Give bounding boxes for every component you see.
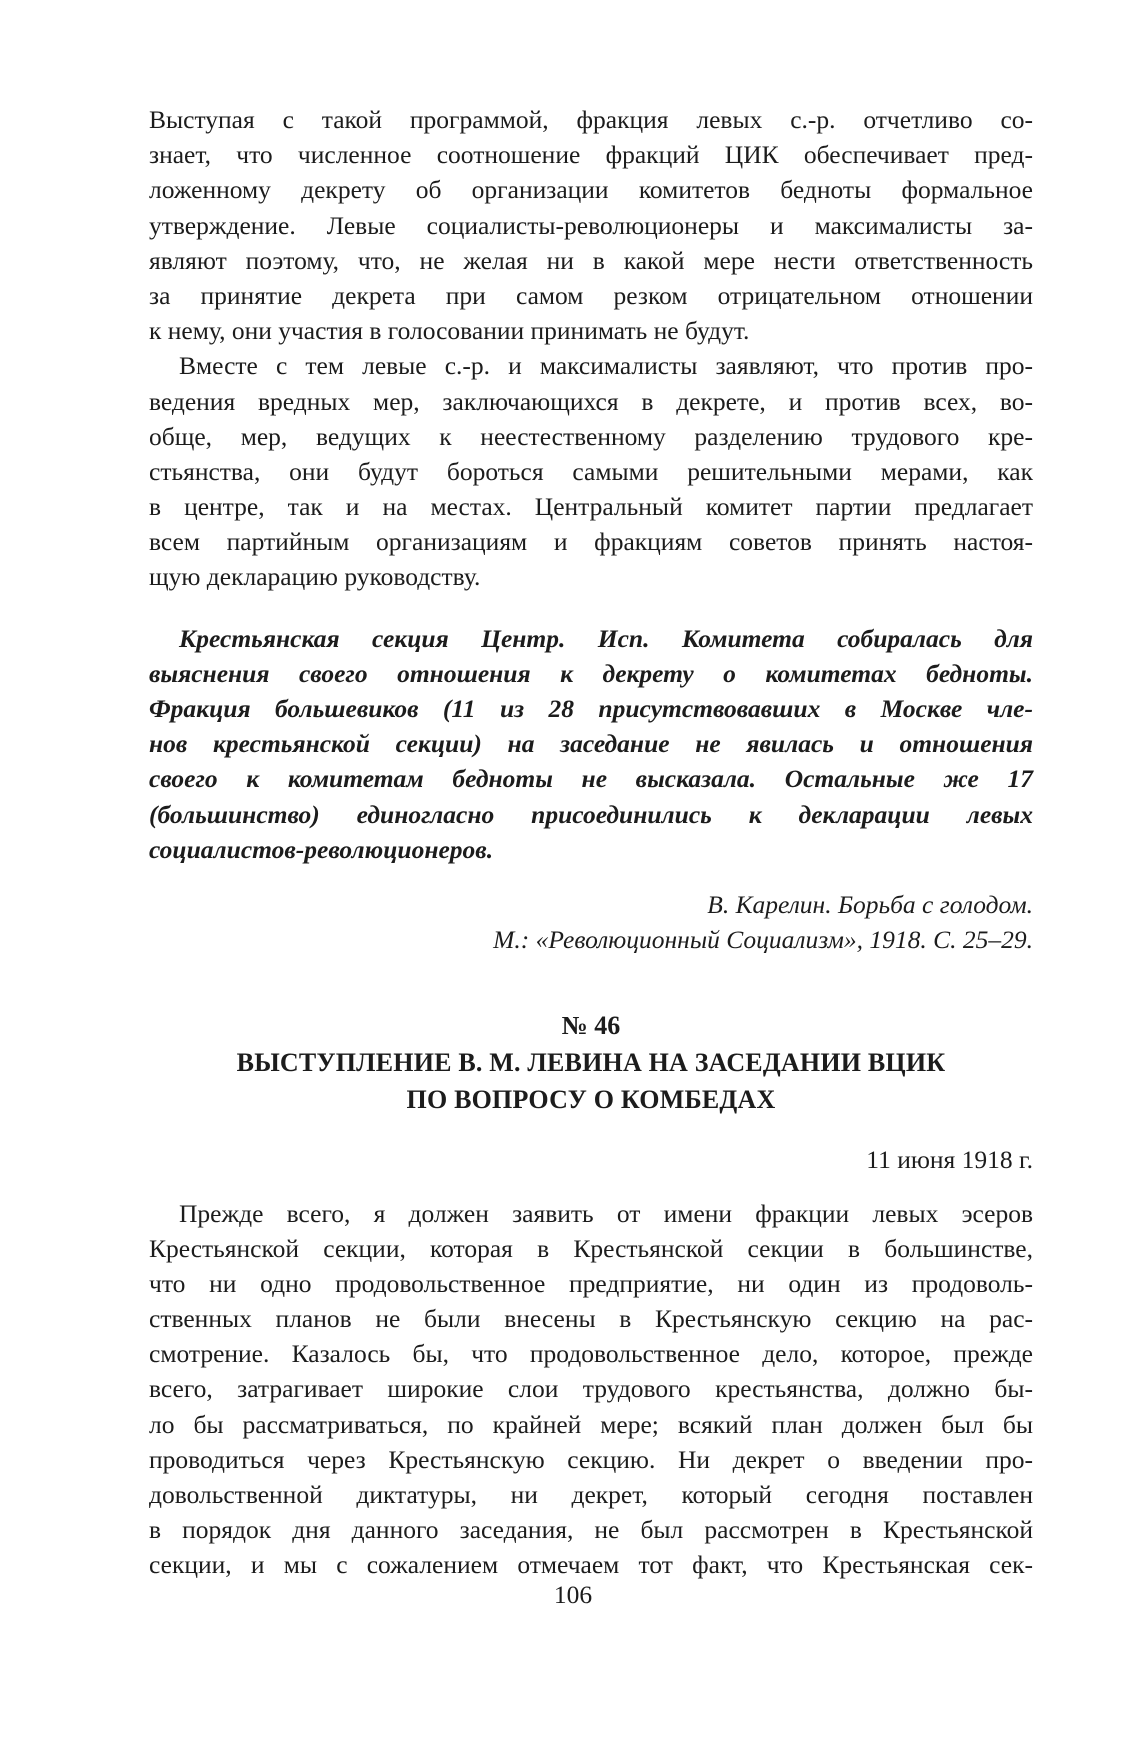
- text-line: обще, мер, ведущих к неестественному разделению трудового кре-: [149, 421, 1033, 451]
- text-line: ственных планов не были внесены в Крестьянскую секцию на рас-: [149, 1304, 1033, 1334]
- text-line: Крестьянской секции, которая в Крестьянской секции в большинстве,: [149, 1233, 1033, 1263]
- editorial-note: [149, 621, 1033, 867]
- text-line: ло бы рассматриваться, по крайней мере; всякий план должен был бы: [149, 1409, 1033, 1439]
- text-line: Фракция большевиков (11 из 28 присутствовавших в Москве чле-: [149, 694, 1033, 723]
- text-line: всего, затрагивает широкие слои трудового крестьянства, должно бы-: [149, 1374, 1033, 1404]
- document-number: № 46: [561, 1011, 621, 1041]
- text-line: что ни одно продовольственное предприятие, ни один из продоволь-: [149, 1268, 1033, 1298]
- document-heading: [149, 1007, 1033, 1118]
- text-line: Крестьянская секция Центр. Исп. Комитета собиралась для: [179, 623, 1033, 653]
- page-number: 106: [553, 1580, 593, 1609]
- text-line: довольственной диктатуры, ни декрет, который сегодня поставлен: [149, 1480, 1033, 1509]
- paragraph-intro: [149, 102, 1033, 348]
- citation-line: В. Карелин. Борьба с голодом.: [707, 889, 1033, 919]
- text-line: к нему, они участия в голосовании принимать не будут.: [149, 316, 750, 346]
- text-line: Вместе с тем левые с.-р. и максималисты заявляют, что против про-: [179, 351, 1033, 381]
- page-body: [149, 102, 1033, 1583]
- text-line: всем партийным организациям и фракциям советов принять настоя-: [149, 527, 1033, 557]
- citation-line: М.: «Революционный Социализм», 1918. С. 25–29.: [493, 925, 1033, 955]
- text-line: утверждение. Левые социалисты-революционеры и максималисты за-: [149, 210, 1033, 240]
- document-title-line: ПО ВОПРОСУ О КОМБЕДАХ: [406, 1085, 776, 1115]
- document-date: 11 июня 1918 г.: [866, 1145, 1033, 1175]
- document-date-block: [149, 1142, 1033, 1177]
- text-line: (большинство) единогласно присоединились к декларации левых: [149, 799, 1033, 829]
- text-line: знает, что численное соотношение фракций ЦИК обеспечивает пред-: [149, 140, 1033, 170]
- text-line: Выступая с такой программой, фракция левых с.-р. отчетливо со-: [149, 105, 1033, 134]
- text-line: стьянства, они будут бороться самыми решительными мерами, как: [149, 456, 1033, 486]
- text-line: смотрение. Казалось бы, что продовольственное дело, которое, прежде: [149, 1339, 1033, 1369]
- paragraph-second: [149, 348, 1033, 594]
- text-line: щую декларацию руководству.: [149, 562, 481, 592]
- paragraph-speech: [149, 1196, 1033, 1583]
- text-line: являют поэтому, что, не желая ни в какой мере нести ответственность: [149, 245, 1033, 275]
- text-line: Прежде всего, я должен заявить от имени фракции левых эсеров: [179, 1198, 1033, 1228]
- text-line: выяснения своего отношения к декрету о комитетах бедноты.: [149, 658, 1033, 688]
- source-citation: [149, 887, 1033, 957]
- text-line: в центре, так и на местах. Центральный комитет партии предлагает: [149, 492, 1033, 522]
- text-line: нов крестьянской секции) на заседание не явилась и отношения: [149, 729, 1033, 759]
- text-line: своего к комитетам бедноты не высказала. Остальные же 17: [149, 764, 1033, 794]
- text-line: секции, и мы с сожалением отмечаем тот факт, что Крестьянская сек-: [149, 1550, 1033, 1580]
- text-line: проводиться через Крестьянскую секцию. Ни декрет о введении про-: [149, 1444, 1033, 1474]
- text-line: ведения вредных мер, заключающихся в декрете, и против всех, во-: [149, 386, 1033, 416]
- text-line: социалистов-революционеров.: [149, 834, 494, 864]
- text-line: за принятие декрета при самом резком отрицательном отношении: [149, 280, 1033, 310]
- text-line: ложенному декрету об организации комитетов бедноты формальное: [149, 175, 1033, 205]
- document-title-line: ВЫСТУПЛЕНИЕ В. М. ЛЕВИНА НА ЗАСЕДАНИИ ВЦИК: [236, 1048, 946, 1078]
- text-line: в порядок дня данного заседания, не был рассмотрен в Крестьянской: [149, 1515, 1033, 1545]
